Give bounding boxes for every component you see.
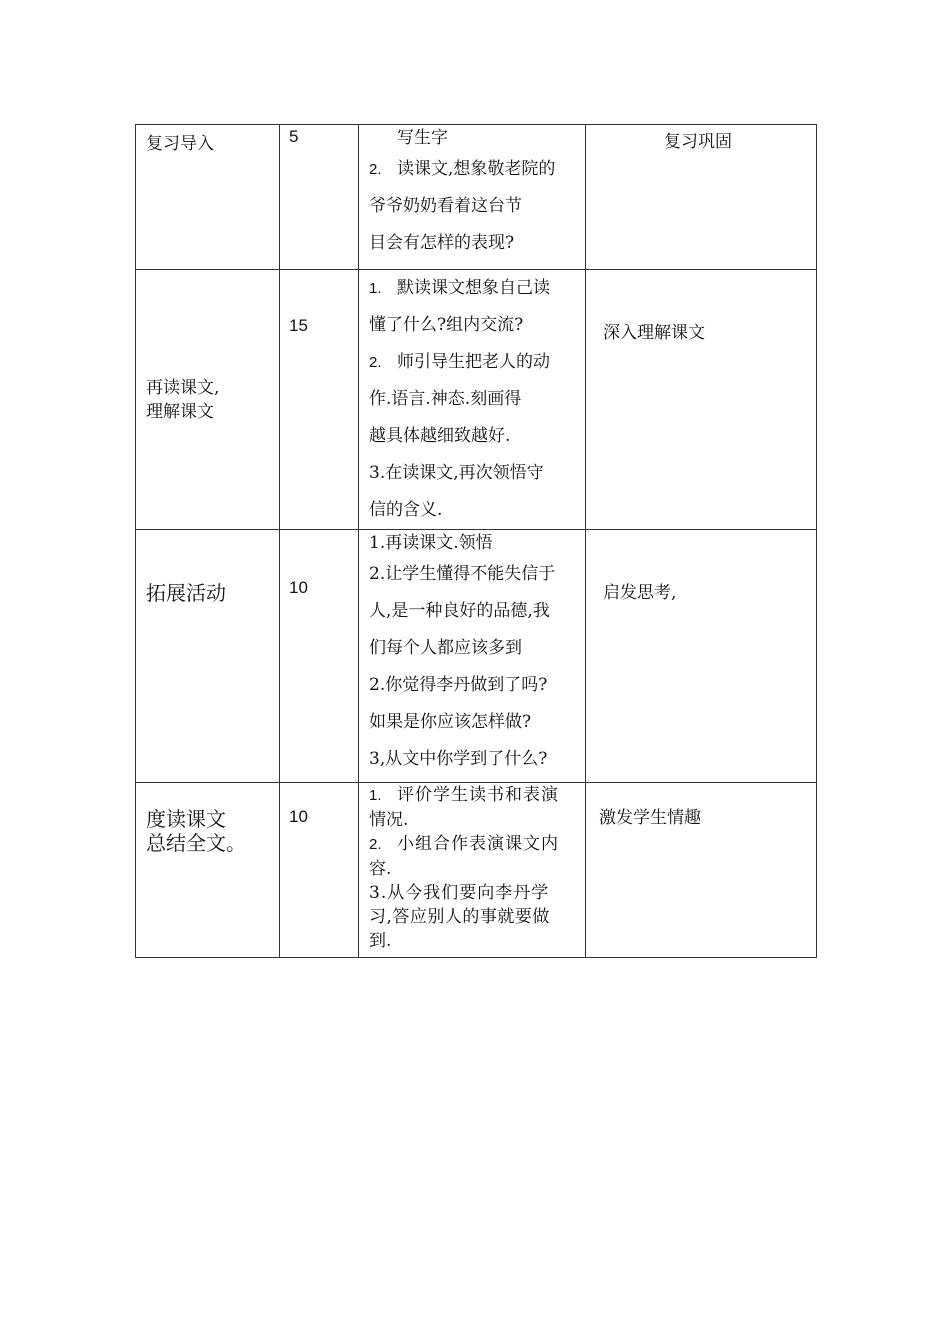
- lesson-plan-table: [135, 124, 817, 958]
- purpose-text: 复习巩固: [664, 132, 732, 152]
- step-line: 读课文,想象敬老院的: [397, 159, 556, 179]
- purpose-text: 深入理解课文: [603, 323, 705, 343]
- purpose-text: 激发学生情趣: [599, 808, 701, 828]
- step-line: 懂了什么?组内交流?: [369, 315, 524, 335]
- steps-cell: [359, 270, 586, 530]
- step-line: 1.再读课文.领悟: [369, 533, 493, 553]
- time-value: 15: [289, 316, 308, 335]
- steps-cell: [359, 125, 586, 270]
- step-line: 评价学生读书和表演: [397, 785, 559, 805]
- stage-label-line: 理解课文: [146, 401, 214, 422]
- time-value: 10: [289, 807, 308, 826]
- step-line: 们每个人都应该多到: [369, 638, 522, 658]
- stage-cell: [136, 125, 280, 270]
- stage-label-line: 度读课文: [146, 807, 226, 831]
- table-row: [136, 783, 817, 958]
- time-cell: [280, 125, 359, 270]
- time-value: 5: [289, 127, 299, 146]
- step-line: 小组合作表演课文内: [397, 834, 559, 854]
- step-line: 容.: [369, 859, 392, 879]
- step-line: 到.: [369, 931, 392, 951]
- stage-cell: [136, 530, 280, 783]
- step-line: 如果是你应该怎样做?: [369, 712, 532, 732]
- step-number: 1.: [369, 280, 382, 297]
- time-cell: [280, 783, 359, 958]
- step-line: 3,从文中你学到了什么?: [369, 749, 548, 769]
- stage-label: 复习导入: [146, 134, 214, 154]
- step-line: 人,是一种良好的品德,我: [369, 601, 550, 621]
- step-line: 习,答应别人的事就要做: [369, 907, 550, 927]
- purpose-text: 启发思考,: [603, 583, 677, 603]
- step-line: 作.语言.神态.刻画得: [369, 389, 522, 409]
- step-line: 写生字: [397, 128, 448, 148]
- step-line: 2.让学生懂得不能失信于: [369, 564, 556, 584]
- step-line: 目会有怎样的表现?: [369, 233, 515, 253]
- purpose-cell: [586, 530, 817, 783]
- step-line: 师引导生把老人的动: [397, 352, 550, 372]
- stage-cell: [136, 270, 280, 530]
- stage-label: 拓展活动: [146, 581, 226, 605]
- step-line: 2.你觉得李丹做到了吗?: [369, 675, 548, 695]
- step-number: 2.: [369, 354, 382, 371]
- time-cell: [280, 270, 359, 530]
- step-line: 3.从今我们要向李丹学: [369, 883, 550, 903]
- time-cell: [280, 530, 359, 783]
- step-line: 越具体越细致越好.: [369, 426, 511, 446]
- table-row: [136, 270, 817, 530]
- purpose-cell: [586, 270, 817, 530]
- purpose-cell: [586, 783, 817, 958]
- purpose-cell: [586, 125, 817, 270]
- stage-label-line: 总结全文。: [146, 831, 246, 855]
- step-line: 默读课文想象自己读: [397, 278, 550, 298]
- step-number: 2.: [369, 161, 382, 178]
- table-row: [136, 125, 817, 270]
- steps-cell: [359, 530, 586, 783]
- step-line: 信的含义.: [369, 500, 443, 520]
- step-number: 2.: [369, 836, 382, 853]
- step-number: 1.: [369, 787, 382, 804]
- stage-label-line: 再读课文,: [146, 377, 220, 398]
- step-line: 爷爷奶奶看着这台节: [369, 196, 522, 216]
- time-value: 10: [289, 578, 308, 597]
- steps-cell: [359, 783, 586, 958]
- stage-cell: [136, 783, 280, 958]
- table-row: [136, 530, 817, 783]
- step-line: 3.在读课文,再次领悟守: [369, 463, 544, 483]
- step-line: 情况.: [369, 810, 409, 830]
